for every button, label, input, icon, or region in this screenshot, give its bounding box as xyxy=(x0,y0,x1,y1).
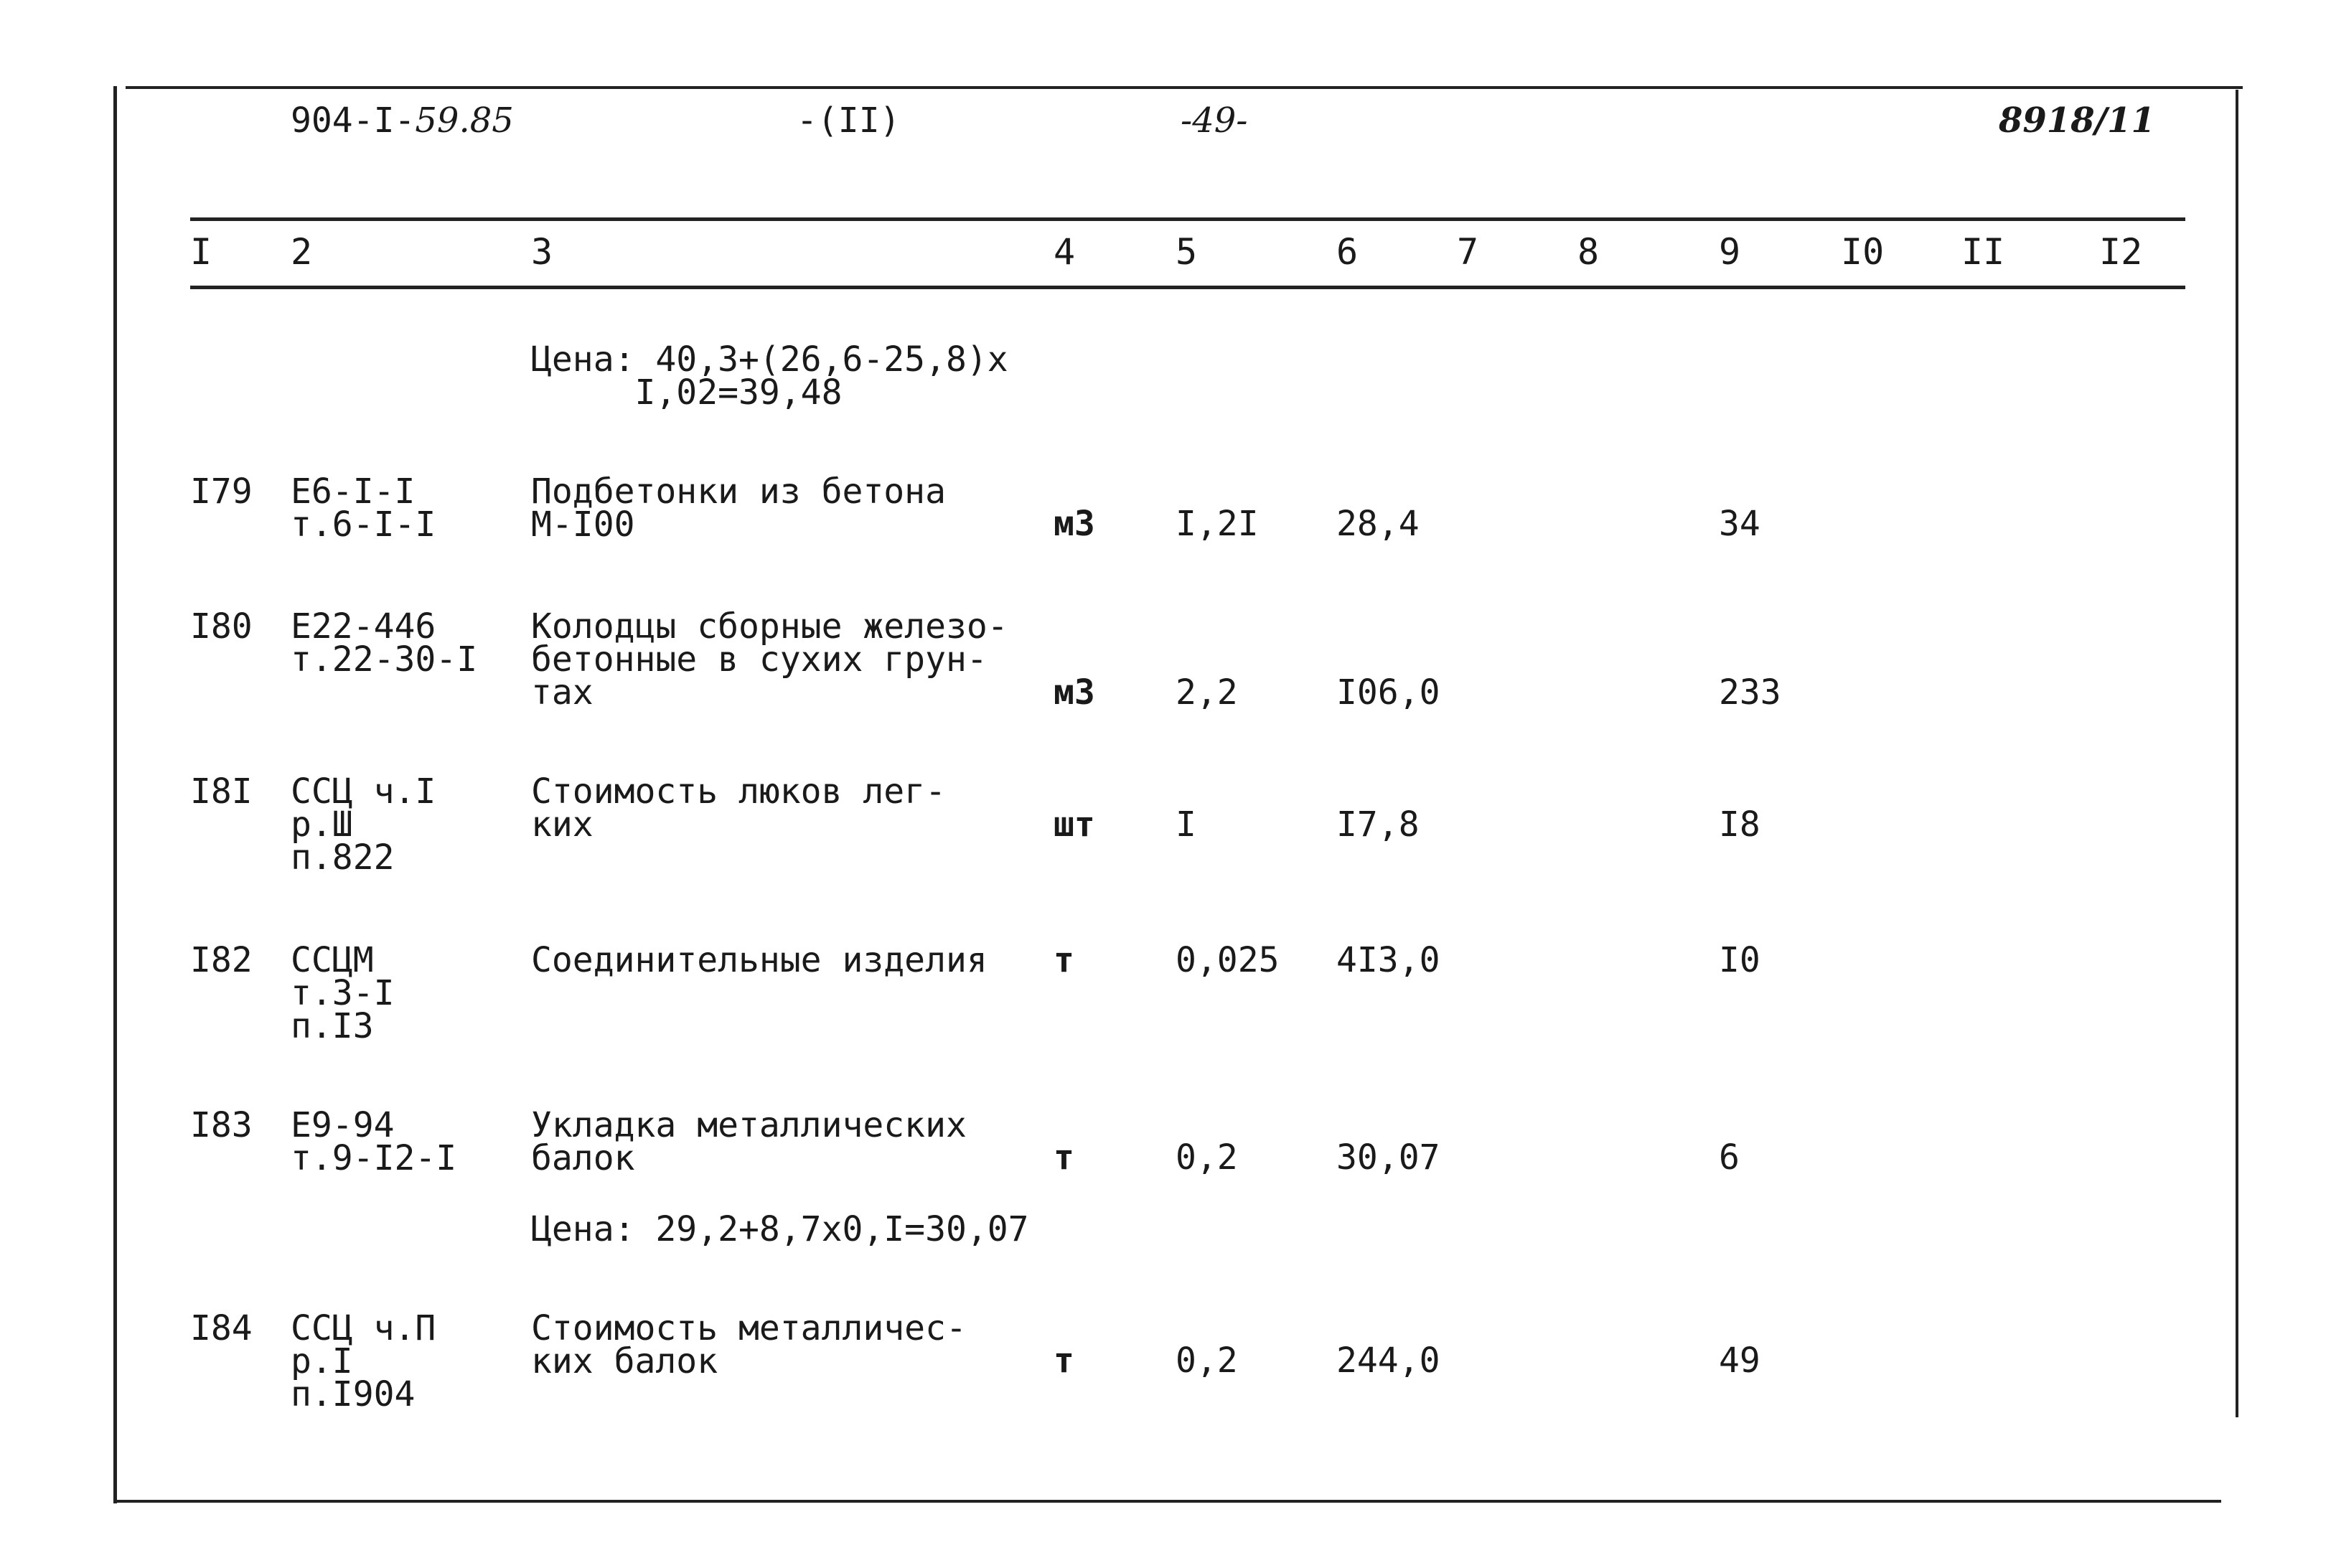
price-note xyxy=(531,339,1008,413)
row-number: I82 xyxy=(190,940,253,980)
code-line: т.22-30-I xyxy=(291,639,478,680)
row-code xyxy=(291,940,395,1046)
price-note-line: I,02=39,48 xyxy=(531,372,843,413)
column-header-9: 9 xyxy=(1719,231,1741,273)
row-total: 233 xyxy=(1719,672,1781,713)
part-number: -(II) xyxy=(797,100,901,141)
code-line: ССЦ ч.П xyxy=(291,1308,436,1348)
description-line: Колодцы сборные железо- xyxy=(531,606,1008,647)
code-line: р.I xyxy=(291,1341,353,1381)
row-description xyxy=(531,1105,967,1178)
code-line: п.I904 xyxy=(291,1374,416,1414)
code-line: ССЦ ч.I xyxy=(291,771,436,812)
row-quantity: 0,2 xyxy=(1176,1341,1238,1381)
frame-left-border xyxy=(113,86,117,1503)
row-unit: м3 xyxy=(1054,672,1095,713)
column-header-bottom-rule xyxy=(190,286,2185,289)
description-line: М-I00 xyxy=(531,504,635,545)
price-note-line: Цена: 40,3+(26,6-25,8)x xyxy=(531,339,1008,380)
frame-bottom-border xyxy=(115,1500,2221,1503)
frame-right-border xyxy=(2236,90,2238,1417)
row-description xyxy=(531,471,946,545)
row-quantity: 0,025 xyxy=(1176,940,1280,980)
row-total: 34 xyxy=(1719,504,1760,544)
document-number-printed: 904-I- xyxy=(291,100,416,141)
row-description xyxy=(531,940,988,980)
row-unit: т xyxy=(1054,1341,1074,1381)
column-header-8: 8 xyxy=(1577,231,1600,273)
row-quantity: I,2I xyxy=(1176,504,1259,544)
row-number: I8I xyxy=(190,771,253,812)
column-header-top-rule xyxy=(190,217,2185,221)
row-unit: м3 xyxy=(1054,504,1095,544)
code-line: т.3-I xyxy=(291,973,395,1013)
row-number: I84 xyxy=(190,1308,253,1348)
row-price-note: Цена: 29,2+8,7x0,I=30,07 xyxy=(531,1209,1029,1249)
description-line: бетонные в сухих грун- xyxy=(531,639,988,680)
column-header-12: I2 xyxy=(2099,231,2143,273)
row-unit-price: 30,07 xyxy=(1336,1137,1440,1178)
description-line: Соединительные изделия xyxy=(531,940,988,980)
page-number: -49- xyxy=(1181,100,1248,141)
row-code xyxy=(291,771,436,878)
column-header-7: 7 xyxy=(1457,231,1479,273)
column-header-11: II xyxy=(1961,231,2005,273)
code-line: Е6-I-I xyxy=(291,471,416,512)
code-line: Е22-446 xyxy=(291,606,436,647)
description-line: Стоимость металличес- xyxy=(531,1308,967,1348)
column-header-10: I0 xyxy=(1841,231,1885,273)
description-line: ких xyxy=(531,804,594,845)
code-line: п.I3 xyxy=(291,1006,374,1046)
code-line: т.6-I-I xyxy=(291,504,436,545)
column-header-5: 5 xyxy=(1176,231,1198,273)
row-code xyxy=(291,471,436,545)
code-line: Е9-94 xyxy=(291,1105,395,1145)
column-header-3: 3 xyxy=(531,231,553,273)
row-total: I8 xyxy=(1719,804,1760,845)
column-header-6: 6 xyxy=(1336,231,1359,273)
row-quantity: I xyxy=(1176,804,1196,845)
description-line: Стоимость люков лег- xyxy=(531,771,946,812)
row-unit-price: I7,8 xyxy=(1336,804,1420,845)
row-quantity: 0,2 xyxy=(1176,1137,1238,1178)
row-description xyxy=(531,771,946,845)
row-description xyxy=(531,1308,967,1381)
row-number: I83 xyxy=(190,1105,253,1145)
column-header-1: I xyxy=(190,231,212,273)
row-description xyxy=(531,606,1008,713)
row-unit: т xyxy=(1054,940,1074,980)
row-number: I80 xyxy=(190,606,253,647)
description-line: ких балок xyxy=(531,1341,718,1381)
frame-top-border xyxy=(126,86,2243,89)
sheet-reference: 8918/11 xyxy=(1999,100,2155,141)
document-number xyxy=(291,100,514,141)
code-line: р.Ш xyxy=(291,804,353,845)
row-quantity: 2,2 xyxy=(1176,672,1238,713)
column-header-2: 2 xyxy=(291,231,313,273)
row-unit-price: 244,0 xyxy=(1336,1341,1440,1381)
description-line: Укладка металлических xyxy=(531,1105,967,1145)
column-header-4: 4 xyxy=(1054,231,1076,273)
code-line: т.9-I2-I xyxy=(291,1138,457,1178)
row-number: I79 xyxy=(190,471,253,512)
row-unit: т xyxy=(1054,1137,1074,1178)
document-number-handwritten: 59.85 xyxy=(415,100,514,141)
row-code xyxy=(291,1308,436,1414)
code-line: ССЦМ xyxy=(291,940,374,980)
row-total: 49 xyxy=(1719,1341,1760,1381)
row-unit-price: I06,0 xyxy=(1336,672,1440,713)
description-line: балок xyxy=(531,1138,635,1178)
row-unit-price: 28,4 xyxy=(1336,504,1420,544)
row-unit-price: 4I3,0 xyxy=(1336,940,1440,980)
row-unit: шт xyxy=(1054,804,1095,845)
row-code xyxy=(291,1105,457,1178)
description-line: тах xyxy=(531,672,594,713)
code-line: п.822 xyxy=(291,837,395,878)
row-total: I0 xyxy=(1719,940,1760,980)
description-line: Подбетонки из бетона xyxy=(531,471,946,512)
row-code xyxy=(291,606,478,680)
row-total: 6 xyxy=(1719,1137,1740,1178)
